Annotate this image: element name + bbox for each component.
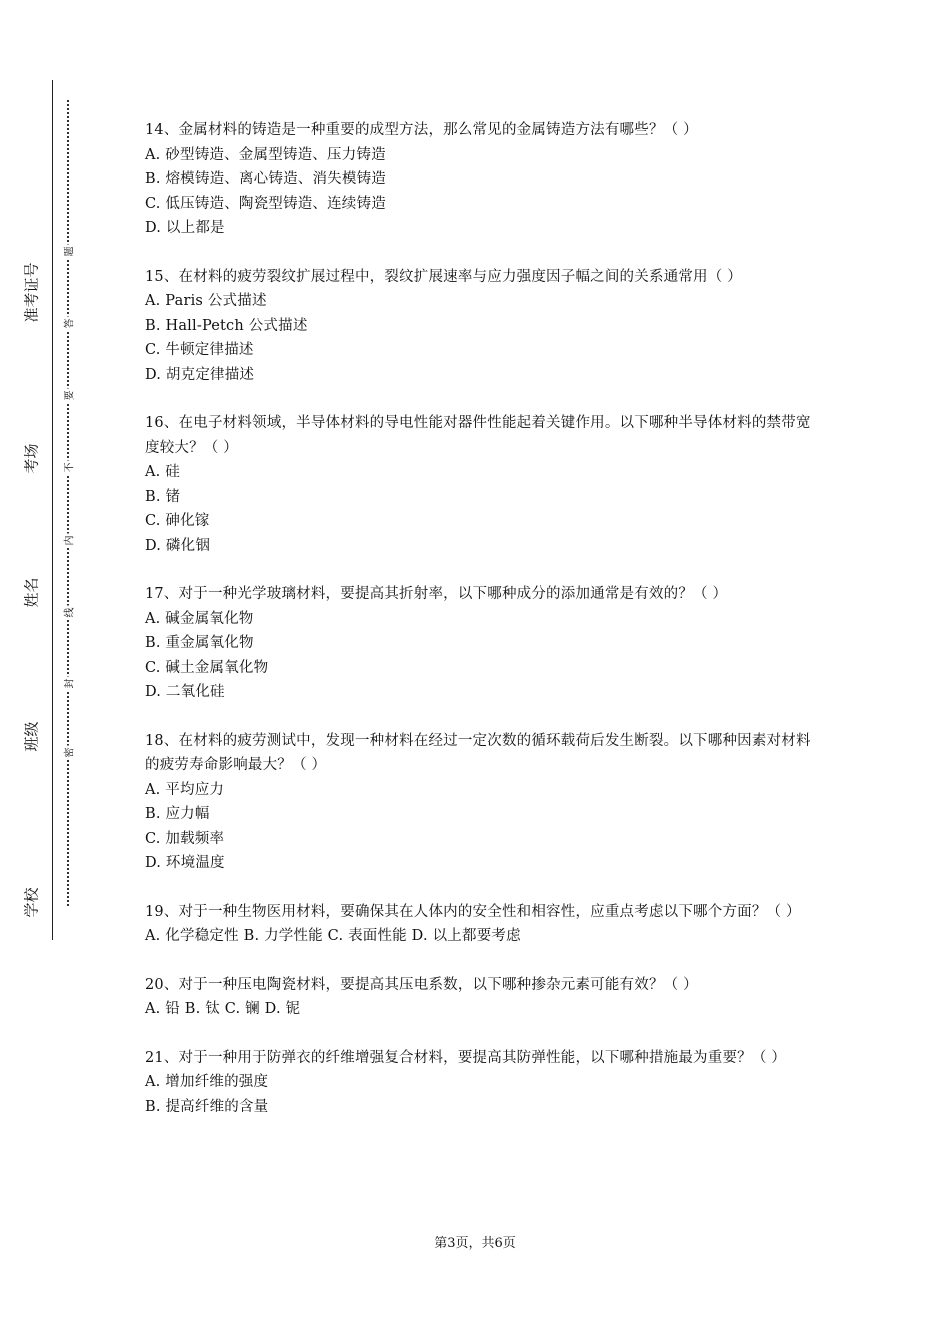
option: B. 应力幅 [145, 806, 210, 822]
question-14 [145, 118, 815, 241]
option: A. 平均应力 [145, 781, 225, 798]
seal-char: 线 [61, 606, 76, 620]
option: C. 砷化镓 [145, 513, 210, 529]
question-stem: 21、对于一种用于防弹衣的纤维增强复合材料，要提高其防弹性能，以下哪种措施最为重要？（ ） [145, 1049, 787, 1066]
seal-char: 答 [61, 317, 76, 331]
option: B. Hall-Petch 公式描述 [145, 317, 308, 334]
question-stem: 17、对于一种光学玻璃材料，要提高其折射率，以下哪种成分的添加通常是有效的？（ ） [145, 586, 728, 602]
option: A. 化学稳定性 B. 力学性能 C. 表面性能 D. 以上都要考虑 [145, 928, 521, 944]
question-list [145, 118, 815, 1143]
option: C. 碱土金属氧化物 [145, 659, 269, 676]
question-18 [145, 729, 815, 876]
option: D. 胡克定律描述 [145, 366, 255, 383]
label-class: 班级 [19, 717, 44, 755]
option: B. 重金属氧化物 [145, 635, 254, 651]
question-20 [145, 973, 815, 1022]
label-ticket-number: 准考证号 [19, 258, 44, 326]
question-stem: 14、金属材料的铸造是一种重要的成型方法，那么常见的金属铸造方法有哪些？（ ） [145, 122, 698, 138]
question-15 [145, 265, 815, 388]
question-stem: 19、对于一种生物医用材料，要确保其在人体内的安全性和相容性，应重点考虑以下哪个方面？（ ） [145, 903, 801, 920]
option: B. 熔模铸造、离心铸造、消失模铸造 [145, 171, 386, 187]
option: B. 提高纤维的含量 [145, 1098, 269, 1115]
option: D. 二氧化硅 [145, 684, 225, 700]
option: D. 环境温度 [145, 855, 225, 871]
label-exam-room: 考场 [19, 439, 44, 477]
seal-char: 封 [61, 677, 76, 691]
seal-char: 内 [61, 534, 76, 548]
question-stem: 15、在材料的疲劳裂纹扩展过程中，裂纹扩展速率与应力强度因子幅之间的关系通常用（ ） [145, 268, 742, 285]
option: D. 以上都是 [145, 220, 225, 236]
option: C. 加载频率 [145, 830, 225, 847]
question-16 [145, 411, 815, 558]
question-stem: 20、对于一种压电陶瓷材料，要提高其压电系数，以下哪种掺杂元素可能有效？（ ） [145, 976, 698, 993]
question-21 [145, 1046, 815, 1120]
option: D. 磷化铟 [145, 537, 211, 554]
question-19 [145, 900, 815, 949]
option: A. 铅 B. 钛 C. 镧 D. 铌 [145, 1001, 301, 1017]
seal-char: 不 [61, 461, 76, 475]
option: A. Paris 公式描述 [145, 293, 267, 309]
question-stem: 16、在电子材料领域，半导体材料的导电性能对器件性能起着关键作用。以下哪种半导体材料的禁带宽度较大？（ ） [145, 415, 811, 456]
seal-dotted-line [67, 100, 69, 906]
option: A. 碱金属氧化物 [145, 610, 254, 627]
binding-margin [14, 80, 54, 940]
option: B. 锗 [145, 488, 181, 505]
seal-char: 密 [61, 746, 76, 760]
option: A. 砂型铸造、金属型铸造、压力铸造 [145, 146, 386, 163]
seal-char: 题 [61, 245, 76, 259]
label-name: 姓名 [19, 573, 44, 611]
question-17 [145, 582, 815, 705]
page-number: 第3页，共6页 [434, 1236, 516, 1251]
option: C. 牛顿定律描述 [145, 342, 254, 358]
seal-char: 要 [61, 389, 76, 403]
option: C. 低压铸造、陶瓷型铸造、连续铸造 [145, 195, 386, 212]
question-stem: 18、在材料的疲劳测试中，发现一种材料在经过一定次数的循环载荷后发生断裂。以下哪种因素对材料的疲劳寿命影响最大？（ ） [145, 732, 811, 773]
label-school: 学校 [19, 883, 44, 921]
binding-line [52, 80, 53, 940]
option: A. 硅 [145, 464, 180, 480]
option: A. 增加纤维的强度 [145, 1074, 269, 1090]
